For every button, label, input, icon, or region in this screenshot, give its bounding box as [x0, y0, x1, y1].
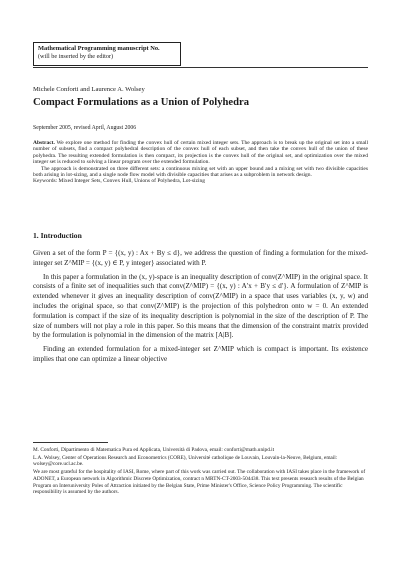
- paper-authors: Michele Conforti and Laurence A. Wolsey: [33, 86, 145, 93]
- journal-name: Mathematical Programming manuscript No.: [38, 45, 160, 52]
- paper-title: Compact Formulations as a Union of Polyhedra: [33, 97, 249, 108]
- header-rule: [33, 67, 368, 68]
- paper-date: September 2005, revised April, August 2006: [33, 125, 137, 131]
- abstract-paragraph-1: We explore one method for finding the convex hull of certain mixed integer sets. The approach is to break up the original set into a small number of subsets, find a compact polyhedral description of the convex hull of each subset, and then take the convex hull of the union of these polyhedra. The resulting extended formulation is then compact, its projection is the convex hull of the original set, and optimization over the mixed integer set is reduced to solving a linear program over the extended formulation.: [33, 140, 368, 166]
- footnotes: [33, 447, 368, 497]
- keywords: Keywords: Mixed Integer Sets, Convex Hull, Unions of Polyhedra, Lot-sizing: [33, 178, 206, 185]
- section-heading: 1. Introduction: [33, 231, 82, 240]
- journal-header-box: [33, 42, 181, 66]
- body-paragraph-3: Finding an extended formulation for a mixed-integer set Z^MIP which is compact is important. Its existence implies that one can optimize a linear objective: [33, 345, 368, 363]
- abstract-label: Abstract.: [33, 140, 55, 146]
- body-paragraph-1: Given a set of the form P = {(x, y) : Ax + By ≤ d}, we address the question of finding a formulation for the mixed-integer set Z^MIP = {(x, y) ∈ P, y integer} associated with P.: [33, 249, 368, 267]
- abstract: [33, 140, 368, 185]
- footnote-wolsey: L.A. Wolsey, Center of Operations Research and Econometrics (CORE), Université catholique de Louvain, Louvain-la-Neuve, Belgium, email: wolsey@core.ucl.ac.be.: [33, 454, 338, 468]
- journal-note: (will be inserted by the editor): [38, 53, 114, 60]
- abstract-paragraph-2: The approach is demonstrated on three different sets: a continuous mixing set with an upper bound and a mixing set with two divisible capacities both arising in lot-sizing, and a single node flow model with divisible capacities that arises as a subproblem in network design.: [33, 165, 368, 179]
- body-paragraph-2: In this paper a formulation in the (x, y)-space is an inequality description of conv(Z^MIP) in the original space. It consists of a finite set of inequalities such that conv(Z^MIP) = {(x, y) : A′x + B′y ≤ d′}. A formulation of Z^MIP is extended whenever it gives an inequality description of conv(Z^MIP) in a space that uses variables (x, y, w) and includes the original space, so that conv(Z^MIP) is the projection of this polyhedron onto w = 0. An extended formulation is compact if the size of its inequality description is polynomial in the size of the description of P. The size of numbers will not play a role in this paper. So this means that the dimension of the constraint matrix provided by the formulation is polynomial in the dimension of the matrix [A|B].: [33, 272, 368, 340]
- footnote-rule: [33, 442, 108, 443]
- body-text: [33, 249, 368, 369]
- footnote-acknowledgement: We are most grateful for the hospitality of IASI, Rome, where part of this work was carried out. The collaboration with IASI takes place in the framework of ADONET, a European network in Algorithmic Discrete Optimization, contract n MRTN-CT-2003-504438. This text presents research results of the Belgian Program on Interuniversity Poles of Attraction initiated by the Belgian State, Prime Minister's Office, Science Policy Programming. The scientific responsibility is assumed by the authors.: [33, 469, 366, 496]
- footnote-conforti: M. Conforti, Dipartimento di Matematica Pura ed Applicata, Università di Padova, email: conforti@math.unipd.it: [33, 447, 275, 453]
